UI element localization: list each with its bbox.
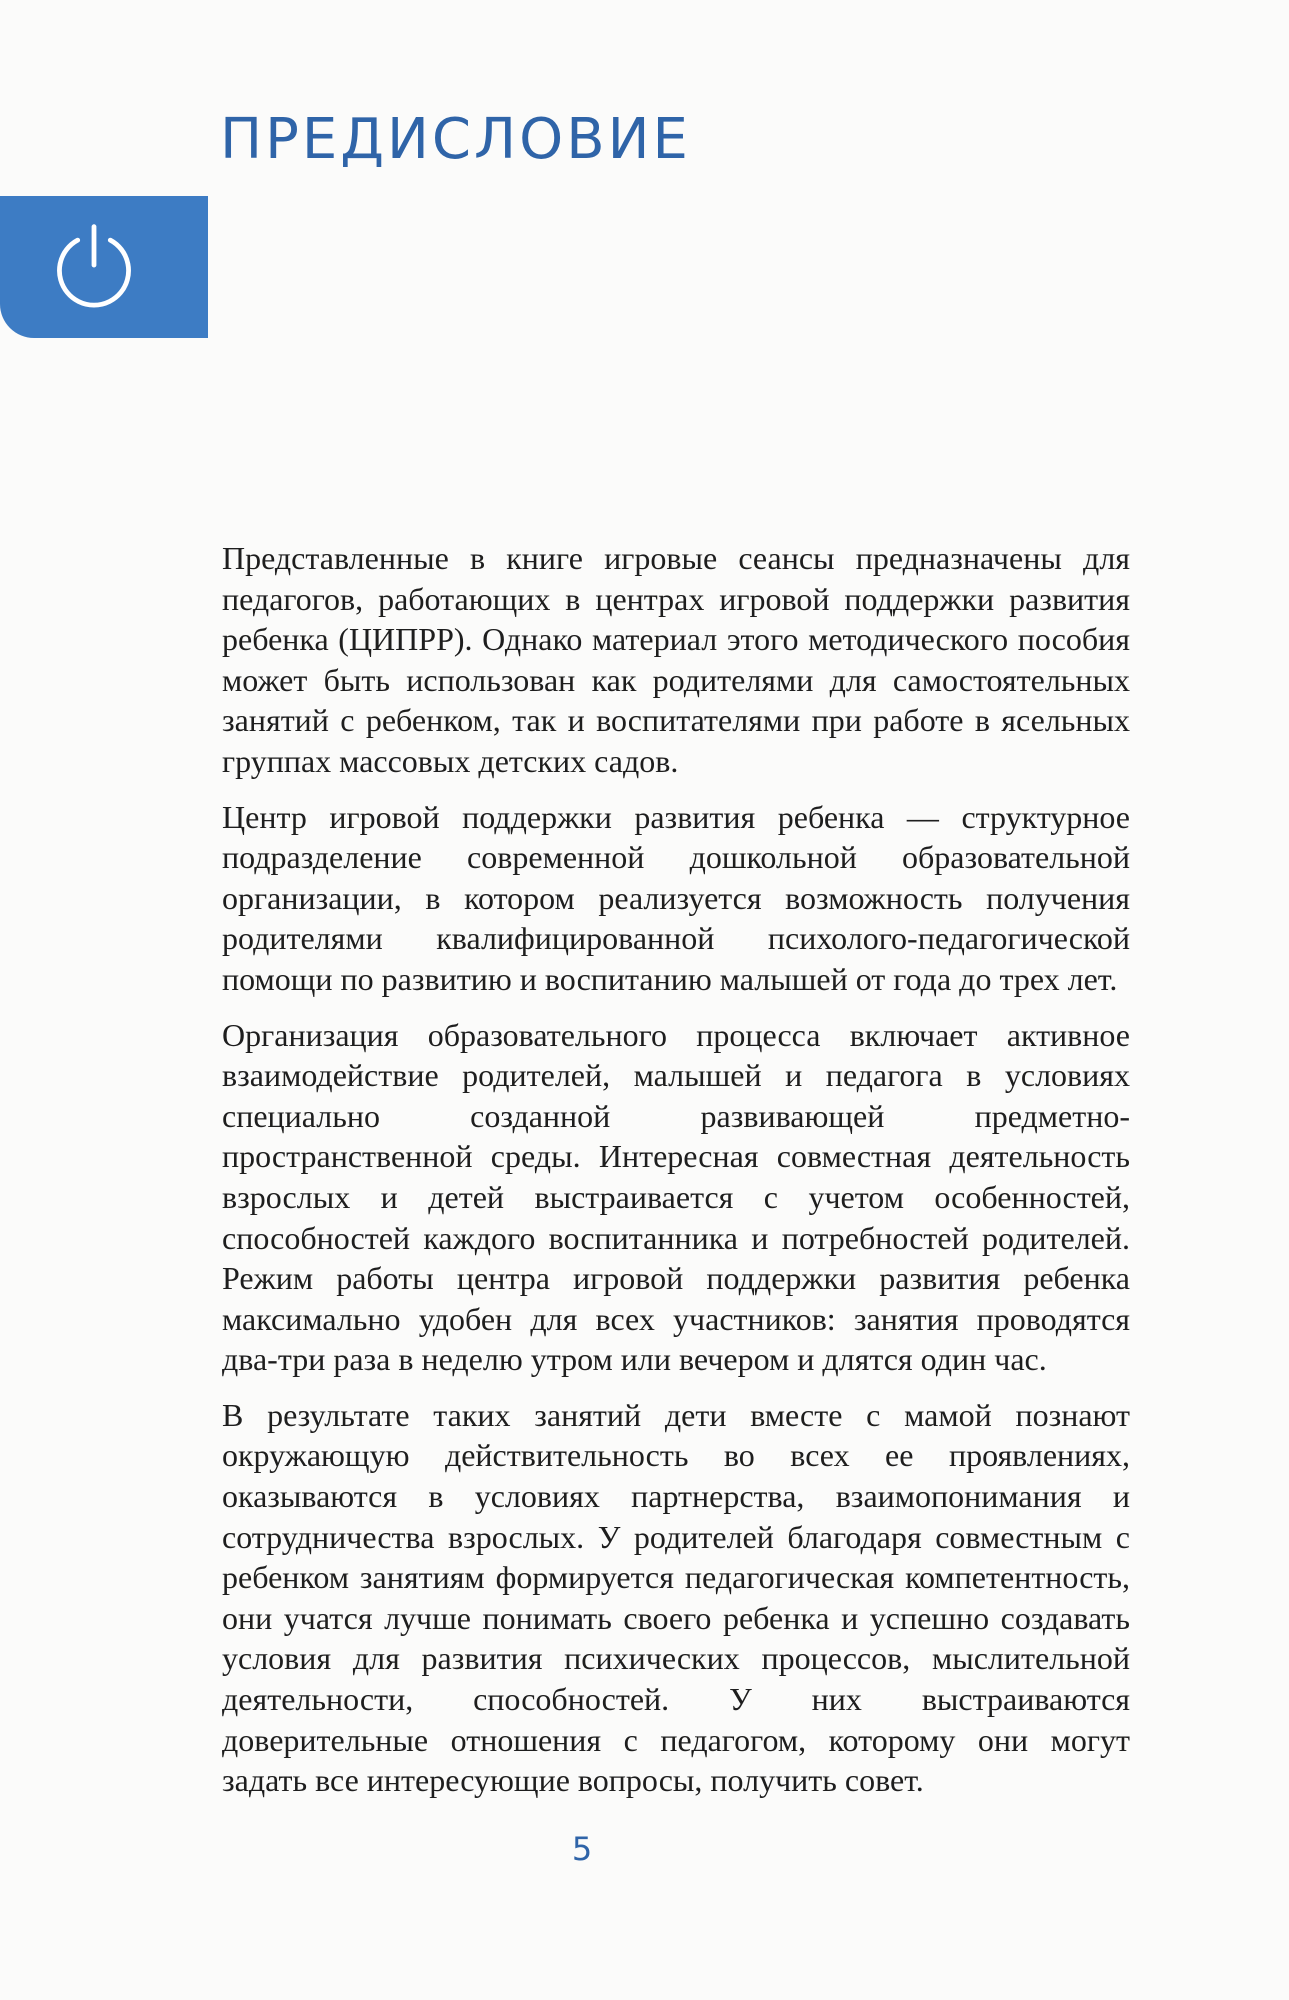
paragraph-1: Представленные в книге игровые сеансы предназначены для педагогов, работающих в центрах игровой поддержки развития ребенка (ЦИПРР). Однако материал этого методического пособия может быть использован как родителями для самостоятельных занятий с ребенком, так и воспитателями при работе в ясельных группах массовых детских садов.: [222, 540, 1130, 779]
page-number: 5: [571, 1830, 593, 1868]
paragraph-3: Организация образовательного процесса включает активное взаимодействие родителей, малышей и педагога в условиях специально созданной развивающей предметно-пространственной среды. Интересная совместная деятельность взрослых и детей выстраивается с учетом особенностей, способностей каждого воспитанника и потребностей родителей. Режим работы центра игровой поддержки развития ребенка максимально удобен для всех участников: занятия проводятся два-три раза в неделю утром или вечером и длятся один час.: [222, 1016, 1130, 1378]
paragraph-2: Центр игровой поддержки развития ребенка — структурное подразделение современной дошкольной образовательной организации, в котором реализуется возможность получения родителями квалифицированной психолого-педагогической помощи по развитию и воспитанию малышей от года до трех лет.: [222, 798, 1130, 997]
power-icon: [46, 219, 142, 315]
section-badge: [0, 196, 208, 338]
page-title: ПРЕДИСЛОВИЕ: [220, 107, 691, 172]
body-text: [222, 538, 1130, 1816]
paragraph-4: В результате таких занятий дети вместе с мамой познают окружающую действительность во всех ее проявлениях, оказываются в условиях партнерства, взаимопонимания и сотрудничества взрослых. У родителей благодаря совместным с ребенком занятиям формируется педагогическая компетентность, они учатся лучше понимать своего ребенка и успешно создавать условия для развития психических процессов, мыслительной деятельности, способностей. У них выстраиваются доверительные отношения с педагогом, которому они могут задать все интересующие вопросы, получить совет.: [222, 1396, 1130, 1799]
